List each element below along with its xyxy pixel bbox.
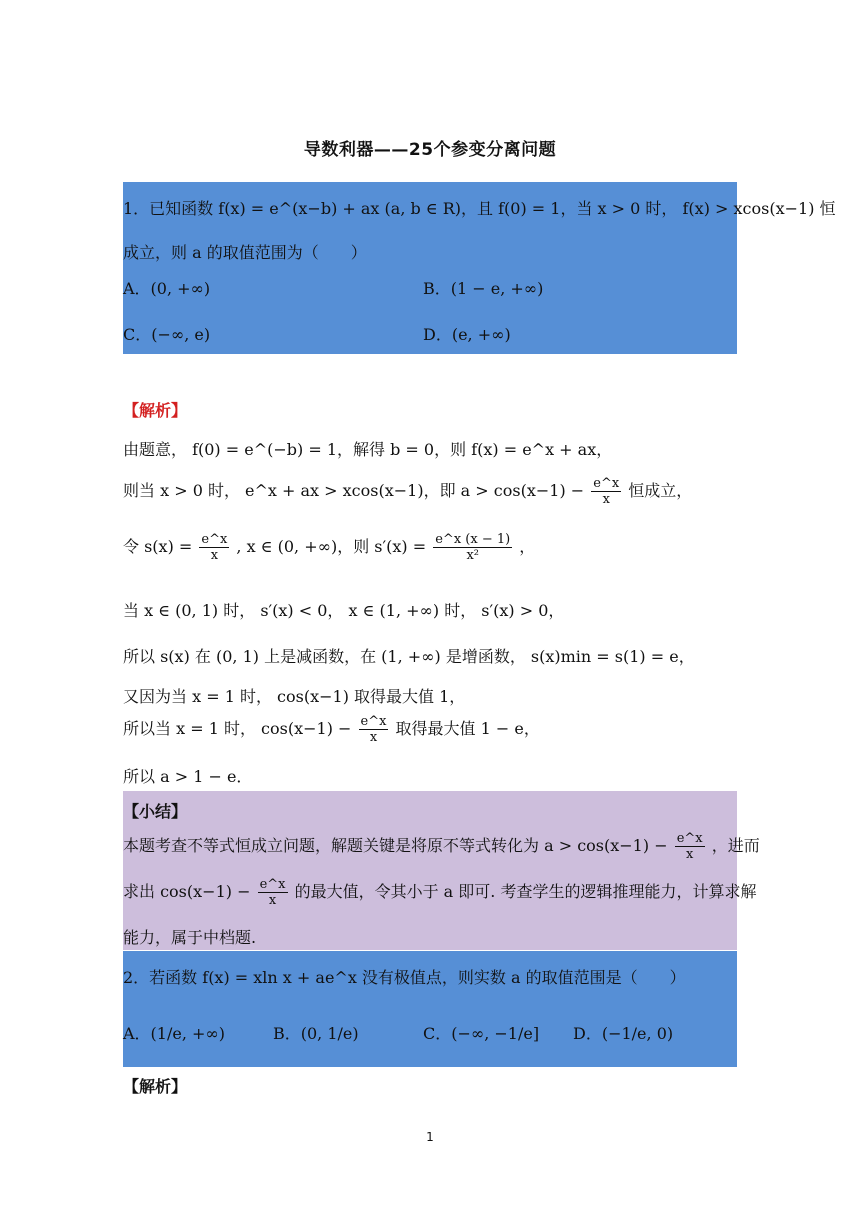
fraction-denominator: x	[602, 492, 610, 507]
summary-line2-text: 求出 cos(x−1) −	[123, 882, 251, 901]
summary-line1-tail: ，进而	[711, 836, 760, 855]
solution-1-line6: 又因为当 x = 1 时， cos(x−1) 取得最大值 1，	[123, 687, 466, 706]
fraction-numerator: e^x	[259, 877, 286, 892]
fraction-ex-over-x	[359, 714, 389, 745]
summary-line3: 能力，属于中档题.	[123, 928, 257, 947]
solution-2-label: 【解析】	[123, 1077, 188, 1096]
solution-1-line4: 当 x ∈ (0, 1) 时， s′(x) < 0， x ∈ (1, +∞) 时， s′(x) > 0，	[123, 601, 565, 620]
summary-line2	[123, 877, 756, 908]
solution-1-line3-mid: , x ∈ (0, +∞)，则 s′(x) =	[236, 537, 427, 556]
fraction-numerator: e^x	[360, 714, 387, 729]
question-1-option-a: A．(0, +∞)	[123, 279, 211, 298]
question-1-box	[123, 182, 836, 354]
fraction-numerator: e^x	[676, 831, 703, 846]
question-2-option-b: B．(0, 1/e)	[273, 1024, 359, 1043]
fraction-denominator: x	[369, 730, 378, 745]
page-number: 1	[426, 1130, 434, 1144]
fraction-ex-over-x	[199, 532, 229, 563]
fraction-denominator: x	[210, 548, 219, 563]
solution-1-line8: 所以 a > 1 − e．	[123, 767, 253, 786]
solution-1-line3-tail: ，	[519, 537, 536, 556]
summary-label: 【小结】	[123, 802, 188, 821]
question-1-option-d: D．(e, +∞)	[423, 325, 511, 344]
question-1-option-c: C．(−∞, e)	[123, 325, 211, 344]
solution-1-line2-tail: 恒成立，	[628, 481, 693, 500]
solution-1-line1: 由题意， f(0) = e^(−b) = 1，解得 b = 0，则 f(x) = e^x + ax，	[123, 440, 613, 459]
question-2-stem: 2．若函数 f(x) = xln x + ae^x 没有极值点，则实数 a 的取值范围是（ ）	[123, 968, 686, 987]
fraction-ex-over-x	[591, 476, 621, 507]
solution-1-line2	[123, 476, 692, 507]
question-1-option-b: B．(1 − e, +∞)	[423, 279, 544, 298]
question-1-stem-line1: 1．已知函数 f(x) = e^(x−b) + ax (a, b ∈ R)，且 f(0) = 1，当 x > 0 时， f(x) > xcos(x−1) 恒	[123, 199, 836, 218]
question-2-box	[123, 951, 737, 1067]
fraction-derivative	[433, 532, 512, 563]
summary-line2-tail: 的最大值，令其小于 a 即可. 考查学生的逻辑推理能力，计算求解	[294, 882, 757, 901]
summary-line1	[123, 831, 760, 862]
summary-box	[123, 791, 760, 950]
solution-1-line7	[123, 714, 540, 745]
solution-1-line3-text: 令 s(x) =	[123, 537, 193, 556]
fraction-denominator: x	[268, 893, 277, 908]
fraction-ex-over-x	[675, 831, 705, 862]
solution-1-line7-text: 所以当 x = 1 时， cos(x−1) −	[123, 719, 352, 738]
fraction-numerator: e^x	[593, 476, 620, 491]
summary-line1-text: 本题考查不等式恒成立问题，解题关键是将原不等式转化为 a > cos(x−1) −	[123, 836, 668, 855]
question-2-option-a: A．(1/e, +∞)	[123, 1024, 225, 1043]
solution-1-line3	[123, 532, 535, 563]
page-title: 导数利器——25个参变分离问题	[303, 140, 557, 160]
fraction-ex-over-x	[258, 877, 288, 908]
fraction-denominator: x²	[466, 548, 479, 563]
solution-1-line7-tail: 取得最大值 1 − e，	[395, 719, 540, 738]
fraction-numerator: e^x	[201, 532, 228, 547]
question-2-option-d: D．(−1/e, 0)	[573, 1024, 674, 1043]
solution-1-label: 【解析】	[123, 401, 188, 420]
question-1-stem-line2: 成立，则 a 的取值范围为（ ）	[123, 243, 367, 262]
solution-1-line5: 所以 s(x) 在 (0, 1) 上是减函数，在 (1, +∞) 是增函数， s(x)min = s(1) = e，	[123, 647, 695, 666]
fraction-numerator: e^x (x − 1)	[435, 532, 511, 547]
question-2-option-c: C．(−∞, −1/e]	[423, 1024, 540, 1043]
fraction-denominator: x	[685, 847, 694, 862]
solution-1-line2-text: 则当 x > 0 时， e^x + ax > xcos(x−1)，即 a > cos(x−1) −	[123, 481, 585, 500]
